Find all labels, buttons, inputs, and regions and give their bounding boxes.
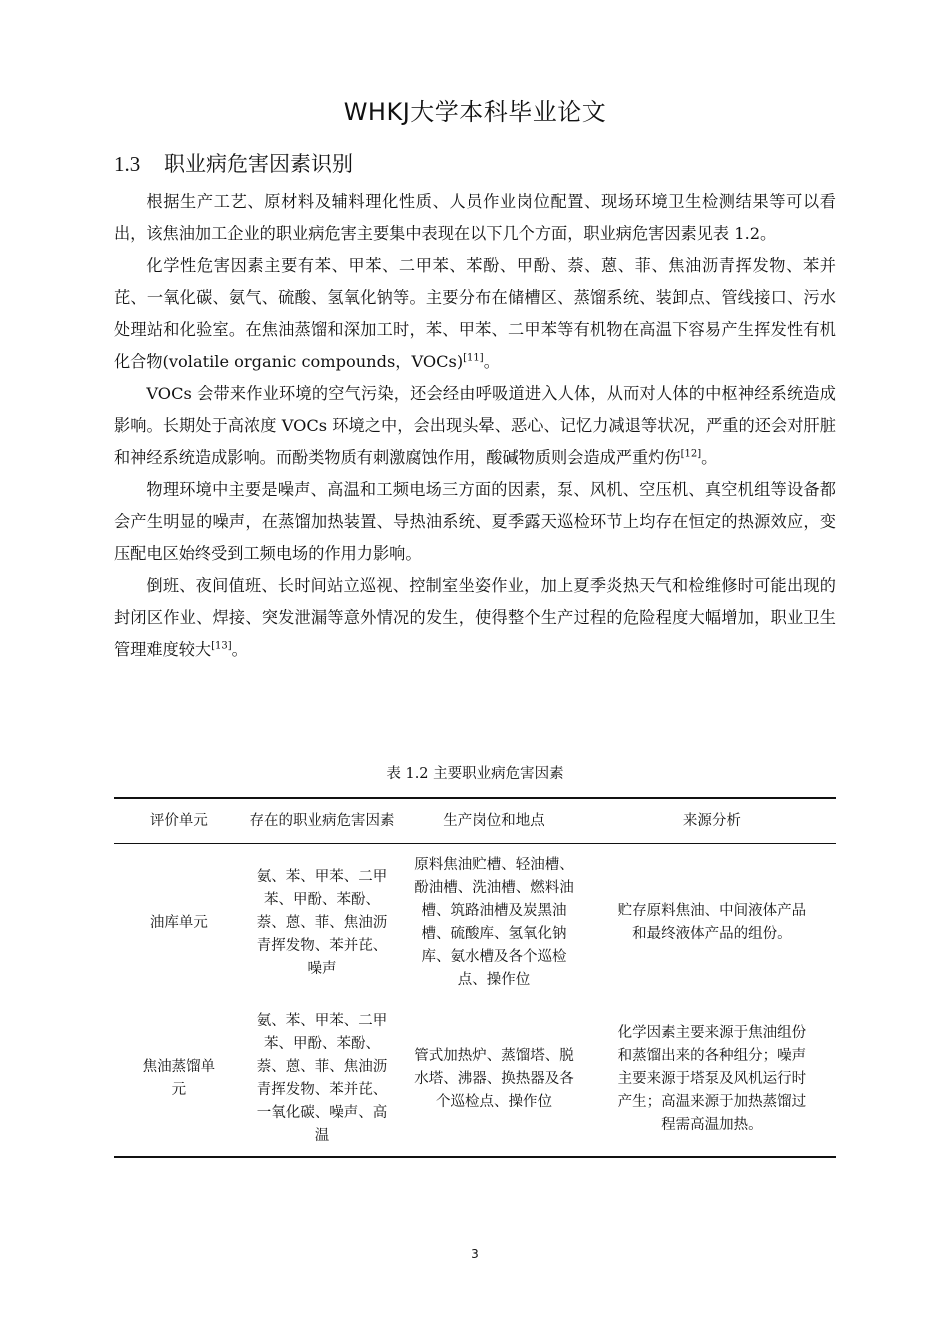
paragraph: [114, 186, 836, 250]
paragraph-text: VOCs 会带来作业环境的空气污染，还会经由呼吸道进入人体，从而对人体的中枢神经系统造成影响。长期处于高浓度 VOCs 环境之中，会出现头晕、恶心、记忆力减退等状况，严重的还会对肝脏和神经系统造成影响。而酚类物质有刺激腐蚀作用，酸碱物质则会造成严重灼伤: [114, 384, 836, 467]
table-body: [114, 844, 836, 1158]
section-title: 职业病危害因素识别: [164, 152, 353, 176]
column-header: 存在的职业病危害因素: [249, 812, 395, 829]
page-number: 3: [471, 1247, 479, 1261]
column-header: 生产岗位和地点: [443, 812, 545, 829]
paragraph: [114, 570, 836, 666]
citation-marker: [11]: [463, 352, 484, 364]
paragraph-text: 根据生产工艺、原材料及辅料理化性质、人员作业岗位配置、现场环境卫生检测结果等可以看出，该焦油加工企业的职业病危害主要集中表现在以下几个方面，职业病危害因素见表 1.2。: [114, 192, 836, 243]
paragraph-text: 化学性危害因素主要有苯、甲苯、二甲苯、苯酚、甲酚、萘、蒽、菲、焦油沥青挥发物、苯并芘、一氧化碳、氨气、硫酸、氢氧化钠等。主要分布在储槽区、蒸馏系统、装卸点、管线接口、污水处理站和化验室。在焦油蒸馏和深加工时，苯、甲苯、二甲苯等有机物在高温下容易产生挥发性有机化合物(volatile organic compounds，VOCs): [114, 256, 836, 371]
citation-marker: [13]: [211, 640, 232, 652]
column-header: 来源分析: [682, 812, 741, 829]
table-row: [114, 844, 836, 1001]
column-header: 评价单元: [149, 812, 208, 829]
table-cell-source: 贮存原料焦油、中间液体产品和最终液体产品的组份。: [617, 903, 807, 942]
paragraph: [114, 378, 836, 474]
table-cell-location: 原料焦油贮槽、轻油槽、酚油槽、洗油槽、燃料油槽、筑路油槽及炭黑油槽、硫酸库、氢氧化钠库、氨水槽及各个巡检点、操作位: [414, 857, 574, 988]
table-cell-unit: 焦油蒸馏单元: [142, 1059, 216, 1098]
hazard-table-container: [114, 797, 836, 1158]
table-caption: 表 1.2 主要职业病危害因素: [386, 766, 564, 782]
paragraph: [114, 250, 836, 378]
paragraph-end: 。: [701, 448, 718, 467]
paragraph-end: 。: [483, 352, 500, 371]
table-cell-location: 管式加热炉、蒸馏塔、脱水塔、沸器、换热器及各个巡检点、操作位: [414, 1047, 574, 1110]
body-text: [114, 186, 836, 666]
paragraph-end: 。: [231, 640, 248, 659]
section-heading: [114, 148, 353, 178]
table-cell-hazards: 氨、苯、甲苯、二甲苯、甲酚、苯酚、萘、蒽、菲、焦油沥青挥发物、苯并芘、一氧化碳、噪声、高温: [256, 1013, 388, 1144]
table-cell-source: 化学因素主要来源于焦油组份和蒸馏出来的各种组分；噪声主要来源于塔泵及风机运行时产生；高温来源于加热蒸馏过程需高温加热。: [617, 1024, 807, 1133]
paragraph-text: 物理环境中主要是噪声、高温和工频电场三方面的因素，泵、风机、空压机、真空机组等设备都会产生明显的噪声，在蒸馏加热装置、导热油系统、夏季露天巡检环节上均存在恒定的热源效应，变压配电区始终受到工频电场的作用力影响。: [114, 480, 836, 563]
table-header-row: [114, 798, 836, 844]
section-number: 1.3: [114, 152, 141, 176]
table-cell-unit: 油库单元: [149, 914, 208, 931]
paragraph: [114, 474, 836, 570]
citation-marker: [12]: [680, 448, 702, 460]
table-cell-hazards: 氨、苯、甲苯、二甲苯、甲酚、苯酚、萘、蒽、菲、焦油沥青挥发物、苯并芘、噪声: [256, 868, 388, 977]
table-head: [114, 798, 836, 844]
paragraph-text: 倒班、夜间值班、长时间站立巡视、控制室坐姿作业，加上夏季炎热天气和检维修时可能出现的封闭区作业、焊接、突发泄漏等意外情况的发生，使得整个生产过程的危险程度大幅增加，职业卫生管理难度较大: [114, 576, 836, 659]
table-row: [114, 1000, 836, 1157]
page-header-title: WHKJ大学本科毕业论文: [343, 98, 607, 126]
hazard-table: [114, 797, 836, 1158]
